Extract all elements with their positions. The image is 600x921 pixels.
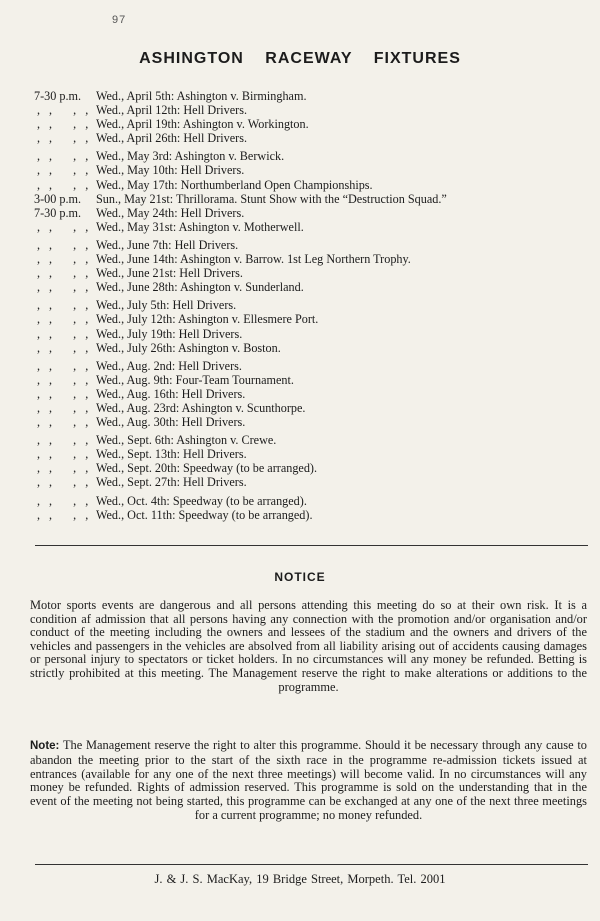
fixture-row (34, 192, 574, 206)
note-paragraph (30, 739, 587, 823)
fixture-text: Wed., April 19th: Ashington v. Workington. (96, 117, 309, 132)
fixture-time: ,, ,, (37, 298, 98, 313)
fixture-time: ,, ,, (37, 117, 98, 132)
fixture-text: Wed., July 12th: Ashington v. Ellesmere Port. (96, 312, 319, 327)
fixture-time: ,, ,, (37, 237, 98, 252)
fixture-time: 3-00 p.m. (34, 191, 82, 206)
fixture-text: Wed., Aug. 9th: Four-Team Tournament. (96, 372, 294, 387)
fixture-row (34, 280, 574, 294)
notice-text: Motor sports events are dangerous and all persons attending this meeting do so at their own risk. It is a condition af admission that all persons having any connection with the promotion and/or organisation and/or conduct of the meeting including the owners and lessees of the stadium and the owners and drivers of the vehicles and passengers in the vehicles are absolved from all liability arising out of accidents causing damages or personal injury to spectators or ticket holders. In no circumstances will any money be refunded. Betting is strictly prohibited at this meeting. The Management reserve the right to make alterations or additions to the programme. (30, 598, 587, 694)
printer-imprint: J. & J. S. MacKay, 19 Bridge Street, Morpeth. Tel. 2001 (154, 872, 446, 886)
fixture-text: Wed., May 3rd: Ashington v. Berwick. (96, 149, 285, 164)
fixture-text: Wed., Oct. 11th: Speedway (to be arranged). (96, 507, 313, 522)
fixtures-list (34, 89, 574, 522)
note-text: The Management reserve the right to alter this programme. Should it be necessary through any cause to abandon the meeting prior to the start of the sixth race in the programme re-admission tickets issued at entrances (available for any one of the next three meetings) will become valid. In no circumstances will any money be refunded. Rights of admission reserved. This programme is sold on the understanding that in the event of the meeting not being started, this programme can be exchanged at any one of the next three meetings for a current programme; no money refunded. (30, 738, 587, 822)
fixture-text: Wed., Aug. 16th: Hell Drivers. (96, 386, 246, 401)
fixture-time: ,, ,, (37, 149, 98, 164)
fixture-row (34, 401, 574, 415)
fixture-text: Sun., May 21st: Thrillorama. Stunt Show with the “Destruction Squad.” (96, 191, 447, 206)
fixture-row (34, 387, 574, 401)
fixture-time: ,, ,, (37, 475, 98, 490)
fixture-time: ,, ,, (37, 312, 98, 327)
fixture-row (34, 415, 574, 429)
fixture-text: Wed., Sept. 6th: Ashington v. Crewe. (96, 433, 277, 448)
divider-bottom (35, 864, 588, 865)
fixture-text: Wed., April 12th: Hell Drivers. (96, 103, 247, 118)
fixture-time: ,, ,, (37, 103, 98, 118)
fixture-row (34, 298, 574, 312)
fixture-time: 7-30 p.m. (34, 205, 82, 220)
fixture-text: Wed., May 24th: Hell Drivers. (96, 205, 245, 220)
fixture-text: Wed., May 10th: Hell Drivers. (96, 163, 245, 178)
fixture-row (34, 475, 574, 489)
fixture-time: ,, ,, (37, 252, 98, 267)
fixture-text: Wed., June 21st: Hell Drivers. (96, 266, 243, 281)
fixture-text: Wed., July 26th: Ashington v. Boston. (96, 340, 281, 355)
fixture-text: Wed., April 5th: Ashington v. Birmingham. (96, 89, 307, 103)
fixture-text: Wed., Aug. 2nd: Hell Drivers. (96, 358, 242, 373)
fixture-time: ,, ,, (37, 326, 98, 341)
fixture-time: ,, ,, (37, 266, 98, 281)
fixture-text: Wed., April 26th: Hell Drivers. (96, 131, 247, 146)
fixture-row (34, 461, 574, 475)
fixture-time: ,, ,, (37, 386, 98, 401)
fixture-row (34, 252, 574, 266)
fixture-row (34, 359, 574, 373)
fixture-time: ,, ,, (37, 461, 98, 476)
divider-top (35, 545, 588, 546)
fixture-row (34, 447, 574, 461)
notice-heading: NOTICE (274, 570, 326, 584)
fixture-row (34, 178, 574, 192)
fixture-row (34, 149, 574, 163)
fixture-row (34, 373, 574, 387)
fixture-text: Wed., Oct. 4th: Speedway (to be arranged). (96, 493, 307, 508)
fixture-time: ,, ,, (37, 507, 98, 522)
fixture-time: ,, ,, (37, 163, 98, 178)
page-mark: 97 (112, 14, 127, 26)
fixture-row (34, 266, 574, 280)
fixture-time: ,, ,, (37, 493, 98, 508)
fixture-text: Wed., June 28th: Ashington v. Sunderland. (96, 280, 304, 295)
fixture-time: ,, ,, (37, 433, 98, 448)
fixture-time: ,, ,, (37, 177, 98, 192)
fixture-time: ,, ,, (37, 219, 98, 234)
fixture-text: Wed., May 31st: Ashington v. Motherwell. (96, 219, 304, 234)
fixture-text: Wed., Sept. 13th: Hell Drivers. (96, 447, 247, 462)
fixture-time: 7-30 p.m. (34, 89, 82, 103)
fixture-row (34, 433, 574, 447)
fixture-row (34, 163, 574, 177)
fixture-text: Wed., July 19th: Hell Drivers. (96, 326, 243, 341)
fixture-text: Wed., July 5th: Hell Drivers. (96, 298, 237, 313)
fixture-time: ,, ,, (37, 447, 98, 462)
fixture-time: ,, ,, (37, 280, 98, 295)
fixture-text: Wed., June 7th: Hell Drivers. (96, 237, 239, 252)
fixture-row (34, 103, 574, 117)
fixture-text: Wed., Aug. 23rd: Ashington v. Scunthorpe. (96, 400, 306, 415)
fixture-time: ,, ,, (37, 415, 98, 430)
fixture-row (34, 220, 574, 234)
fixture-text: Wed., Aug. 30th: Hell Drivers. (96, 415, 246, 430)
fixture-row (34, 341, 574, 355)
fixture-row (34, 131, 574, 145)
fixture-row (34, 238, 574, 252)
fixture-row (34, 206, 574, 220)
fixture-time: ,, ,, (37, 131, 98, 146)
fixture-row (34, 117, 574, 131)
note-label: Note: (30, 740, 60, 752)
fixture-row (34, 494, 574, 508)
fixture-time: ,, ,, (37, 358, 98, 373)
page-title: ASHINGTON RACEWAY FIXTURES (139, 50, 461, 67)
fixture-row (34, 327, 574, 341)
fixture-time: ,, ,, (37, 400, 98, 415)
fixture-row (34, 89, 574, 103)
fixture-text: Wed., Sept. 27th: Hell Drivers. (96, 475, 247, 490)
fixture-row (34, 312, 574, 326)
fixture-row (34, 508, 574, 522)
fixture-text: Wed., May 17th: Northumberland Open Championships. (96, 177, 373, 192)
fixture-time: ,, ,, (37, 340, 98, 355)
fixture-time: ,, ,, (37, 372, 98, 387)
fixture-text: Wed., Sept. 20th: Speedway (to be arranged). (96, 461, 318, 476)
fixture-text: Wed., June 14th: Ashington v. Barrow. 1st Leg Northern Trophy. (96, 252, 411, 267)
